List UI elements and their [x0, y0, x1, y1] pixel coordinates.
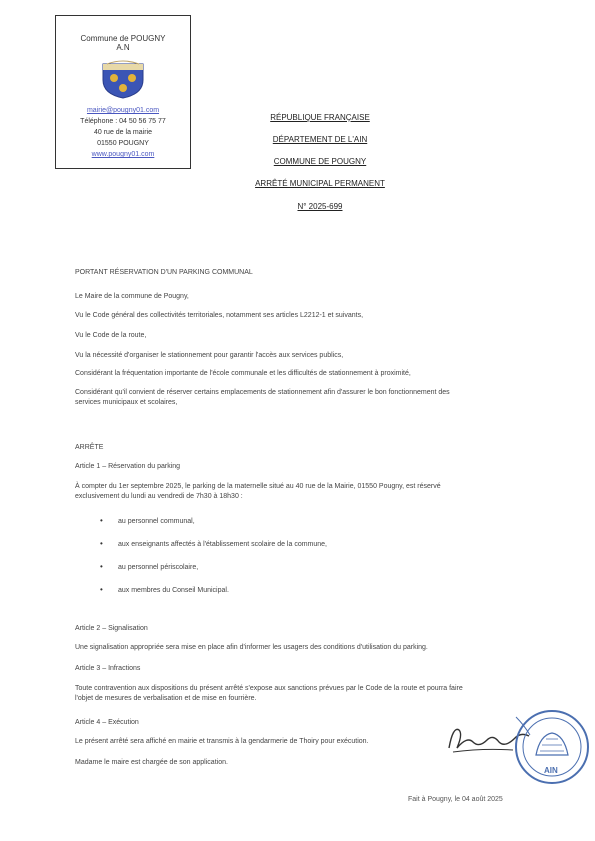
intro-maire: Le Maire de la commune de Pougny, — [75, 293, 189, 300]
vu-cgct: Vu le Code général des collectivités territoriales, notamment ses articles L2212-1 et suivants, — [75, 312, 364, 319]
header-arrete-number: N° 2025-699 — [297, 202, 343, 211]
article1-title: Article 1 – Réservation du parking — [75, 463, 181, 470]
article3-line2: l'objet de mesures de verbalisation et de mise en fourrière. — [75, 695, 257, 702]
article2-text: Une signalisation appropriée sera mise en place afin d'informer les usagers des conditions d'utilisation du parking. — [75, 644, 428, 651]
stamp-text: AIN — [544, 766, 558, 775]
bullet-dot: • — [100, 562, 103, 571]
contact-city: 01550 POUGNY — [97, 140, 149, 147]
contact-telephone: Téléphone : 04 50 56 75 77 — [80, 118, 166, 125]
article2-title: Article 2 – Signalisation — [75, 625, 148, 632]
commune-name: Commune de POUGNY — [80, 34, 166, 43]
contact-website[interactable]: www.pougny01.com — [91, 151, 155, 158]
document-subject: PORTANT RÉSERVATION D'UN PARKING COMMUNAL — [75, 269, 253, 276]
considerant-frequentation: Considérant la fréquentation importante de l'école communale et les difficultés de stationnement à proximité, — [75, 370, 411, 377]
article4-line1: Le présent arrêté sera affiché en mairie et transmis à la gendarmerie de Thoiry pour exécution. — [75, 738, 369, 745]
vu-code-route: Vu le Code de la route, — [75, 332, 147, 339]
bullet-dot: • — [100, 516, 103, 525]
considerant-reserver-line2: services municipaux et scolaires, — [75, 399, 178, 406]
coat-of-arms-icon — [97, 58, 149, 100]
arrete-heading: ARRÊTE — [75, 444, 104, 451]
article4-title: Article 4 – Exécution — [75, 719, 139, 726]
list-item: aux membres du Conseil Municipal. — [118, 587, 229, 594]
list-item: aux enseignants affectés à l'établissement scolaire de la commune, — [118, 541, 327, 548]
considerant-reserver-line1: Considérant qu'il convient de réserver certains emplacements de stationnement afin d'assurer le bon fonctionnement des — [75, 389, 450, 396]
header-commune: COMMUNE DE POUGNY — [273, 157, 367, 166]
list-item: au personnel périscolaire, — [118, 564, 199, 571]
header-arrete-type: ARRÊTÉ MUNICIPAL PERMANENT — [255, 179, 385, 188]
header-republique: RÉPUBLIQUE FRANÇAISE — [270, 113, 370, 122]
article1-line1: À compter du 1er septembre 2025, le parking de la maternelle situé au 40 rue de la Mairie, 01550 Pougny, est réservé — [75, 483, 441, 490]
contact-street: 40 rue de la mairie — [94, 129, 152, 136]
commune-department: A.N — [116, 43, 130, 52]
commune-address-box — [55, 15, 191, 169]
article3-title: Article 3 – Infractions — [75, 665, 141, 672]
article3-line1: Toute contravention aux dispositions du présent arrêté s'expose aux sanctions prévues par le Code de la route et pourra faire — [75, 685, 463, 692]
article4-line2: Madame le maire est chargée de son application. — [75, 759, 228, 766]
signed-place-date: Fait à Pougny, le 04 août 2025 — [408, 796, 503, 803]
vu-necessite: Vu la nécessité d'organiser le stationnement pour garantir l'accès aux services publics, — [75, 352, 344, 359]
article1-line2: exclusivement du lundi au vendredi de 7h30 à 18h30 : — [75, 493, 243, 500]
contact-email[interactable]: mairie@pougny01.com — [86, 107, 160, 114]
bullet-dot: • — [100, 585, 103, 594]
header-departement: DÉPARTEMENT DE L'AIN — [272, 135, 368, 144]
list-item: au personnel communal, — [118, 518, 195, 525]
bullet-dot: • — [100, 539, 103, 548]
